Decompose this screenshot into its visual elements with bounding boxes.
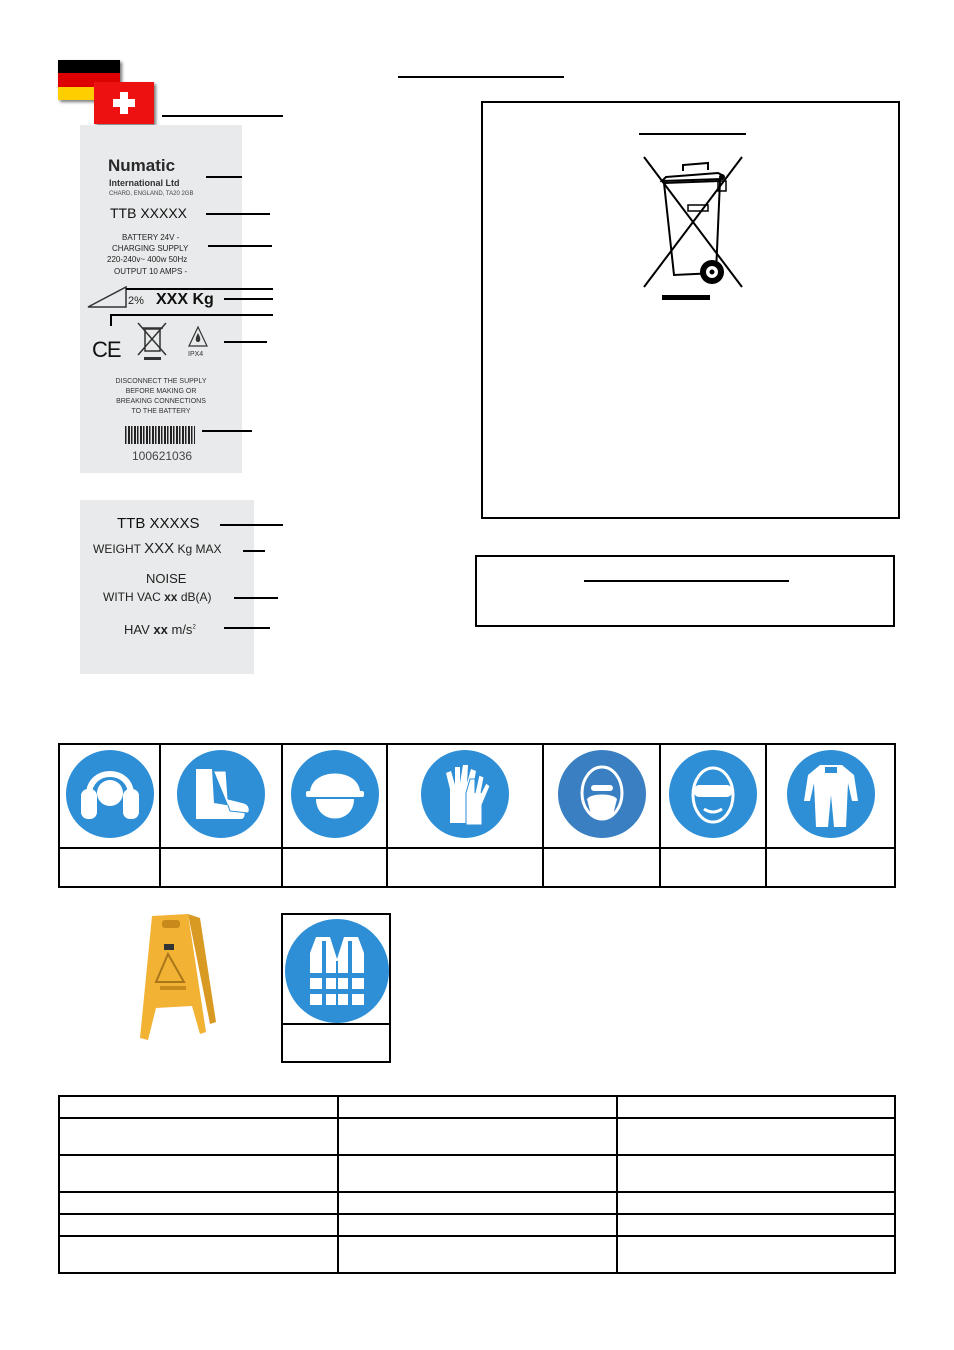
ppe-label-cell	[387, 848, 543, 887]
ppe-cell	[660, 744, 766, 848]
info-heading-underline	[584, 580, 789, 582]
safety-boots-icon	[176, 749, 266, 839]
table-cell	[59, 1214, 338, 1236]
section-underline	[162, 115, 283, 117]
swiss-flag-icon	[94, 82, 154, 124]
table-cell	[338, 1155, 617, 1192]
info-box	[475, 555, 895, 627]
table-cell	[617, 1214, 895, 1236]
table-cell	[617, 1096, 895, 1118]
ppe-cell	[766, 744, 895, 848]
hi-vis-vest-icon	[284, 917, 390, 1023]
leader-line	[110, 314, 273, 316]
supply-rating: 220-240v~ 400w 50Hz	[107, 255, 188, 264]
table-cell	[338, 1192, 617, 1214]
hi-vis-box	[281, 913, 391, 1063]
ppe-cell	[387, 744, 543, 848]
model-number-2: TTB XXXXS	[117, 515, 200, 532]
warning-line-4: TO THE BATTERY	[131, 408, 191, 415]
table-cell	[617, 1155, 895, 1192]
noise-line	[103, 590, 212, 604]
warning-line-3: BREAKING CONNECTIONS	[116, 398, 206, 405]
barcode	[125, 426, 195, 444]
leader-line	[224, 627, 270, 629]
specification-label	[80, 500, 254, 674]
leader-line	[110, 314, 112, 326]
leader-line	[202, 430, 252, 432]
table-cell	[617, 1236, 895, 1273]
dust-mask-icon	[557, 749, 647, 839]
weee-heading-underline	[639, 133, 746, 135]
leader-line	[234, 597, 278, 599]
leader-line	[243, 550, 265, 552]
hav-unit: m/s	[171, 622, 193, 637]
ppe-cell	[282, 744, 387, 848]
table-cell	[617, 1118, 895, 1155]
noise-heading: NOISE	[146, 571, 187, 586]
warning-line-2: BEFORE MAKING OR	[125, 388, 197, 395]
water-drop-triangle-icon	[187, 325, 209, 349]
noise-unit: dB(A)	[180, 590, 212, 604]
safety-goggles-icon	[668, 749, 758, 839]
gradient-value: 2%	[128, 295, 144, 307]
gradient-icon	[86, 285, 128, 309]
ppe-label-cell	[160, 848, 282, 887]
table-cell	[59, 1236, 338, 1273]
barcode-number: 100621036	[132, 449, 193, 463]
leader-line	[206, 213, 270, 215]
ppe-table	[58, 743, 896, 888]
leader-line	[220, 524, 283, 526]
hi-vis-icon-cell	[281, 913, 391, 1025]
leader-line	[224, 341, 267, 343]
weight-max-value: XXX	[144, 540, 175, 557]
hav-line	[124, 622, 196, 637]
table-cell	[59, 1096, 338, 1118]
ppe-label-cell	[282, 848, 387, 887]
company-address: CHARD, ENGLAND, TA20 2GB	[109, 191, 194, 197]
ppe-label-cell	[660, 848, 766, 887]
title-underline	[398, 76, 564, 78]
hav-exponent: 2	[192, 624, 196, 631]
wet-floor-sign-icon	[118, 910, 218, 1046]
brand-name: Numatic	[108, 156, 176, 175]
table-cell	[617, 1192, 895, 1214]
weight-value: XXX Kg	[156, 291, 214, 308]
leader-line	[208, 245, 272, 247]
noise-value: xx	[164, 590, 178, 604]
bottom-table	[58, 1095, 896, 1274]
leader-line	[224, 298, 273, 300]
ppe-cell	[59, 744, 160, 848]
ppe-cell	[543, 744, 660, 848]
leader-line	[206, 176, 242, 178]
table-cell	[338, 1236, 617, 1273]
weight-prefix: WEIGHT	[93, 542, 141, 556]
gloves-icon	[420, 749, 510, 839]
table-cell	[338, 1214, 617, 1236]
weight-suffix: Kg MAX	[177, 542, 222, 556]
vac-prefix: WITH VAC	[103, 590, 161, 604]
table-cell	[59, 1155, 338, 1192]
warning-line-1: DISCONNECT THE SUPPLY	[115, 378, 207, 385]
weight-line	[93, 540, 222, 557]
ppe-cell	[160, 744, 282, 848]
hav-prefix: HAV	[124, 622, 150, 637]
ear-protection-icon	[65, 749, 155, 839]
ipx-rating: IPX4	[188, 351, 204, 358]
overalls-icon	[786, 749, 876, 839]
ppe-label-cell	[766, 848, 895, 887]
charging-supply: CHARGING SUPPLY	[112, 244, 189, 253]
hav-value: xx	[153, 622, 168, 637]
table-cell	[338, 1096, 617, 1118]
table-cell	[59, 1192, 338, 1214]
output-rating: OUTPUT 10 AMPS -	[114, 267, 188, 276]
model-number: TTB XXXXX	[110, 205, 188, 221]
table-cell	[59, 1118, 338, 1155]
table-cell	[338, 1118, 617, 1155]
leader-line	[126, 288, 273, 290]
hi-vis-label-cell	[281, 1025, 391, 1063]
weee-disposal-box	[481, 101, 900, 519]
company-name: International Ltd	[109, 178, 180, 188]
battery-rating: BATTERY 24V -	[122, 233, 180, 242]
ce-mark: CE	[92, 337, 121, 362]
ppe-label-cell	[59, 848, 160, 887]
ppe-label-cell	[543, 848, 660, 887]
crossed-bin-small-icon	[136, 321, 170, 361]
crossed-wheelie-bin-icon	[638, 155, 748, 303]
hard-hat-icon	[290, 749, 380, 839]
